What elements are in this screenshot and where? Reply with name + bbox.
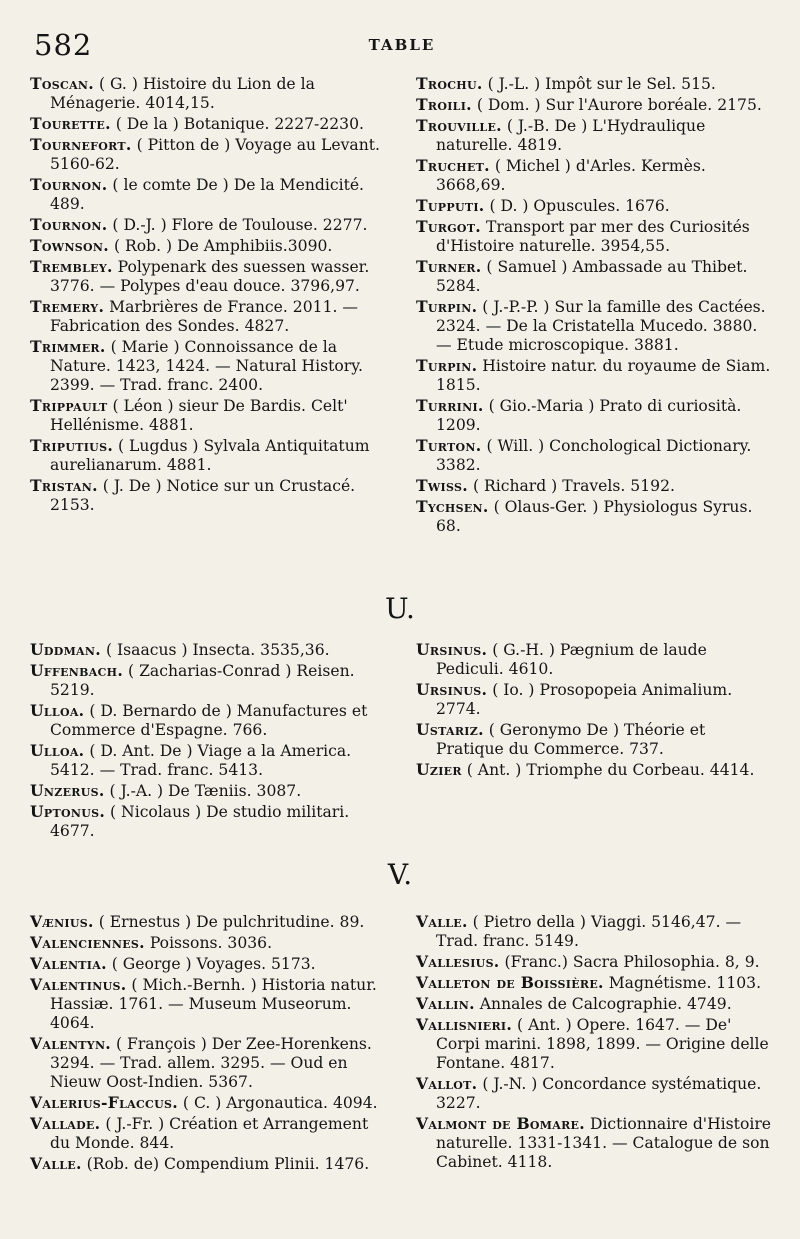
entry-text: Annales de Calcographie. 4749.	[474, 995, 732, 1013]
entry-author: Toscan.	[30, 74, 95, 93]
index-entry	[416, 497, 772, 536]
index-entry	[30, 1154, 386, 1174]
entry-author: Trouville.	[416, 116, 502, 135]
index-entry	[30, 337, 386, 395]
entry-text: ( D.-J. ) Flore de Toulouse. 2277.	[107, 216, 368, 234]
index-entry	[30, 1034, 386, 1092]
entry-author: Trochu.	[416, 74, 483, 93]
entry-author: Unzerus.	[30, 781, 105, 800]
entry-author: Valentinus.	[30, 975, 127, 994]
entry-text: ( J.-P.-P. ) Sur la famille des Cactées. 2324. — De la Cristatella Mucedo. 3880. — Etude microscopique. 3881.	[436, 298, 766, 354]
entry-author: Valle.	[416, 912, 468, 931]
entry-text: Histoire natur. du royaume de Siam. 1815.	[436, 357, 771, 394]
entry-text: ( D. ) Opuscules. 1676.	[484, 197, 670, 215]
entry-author: Tourette.	[30, 114, 111, 133]
index-entry	[30, 975, 386, 1033]
entry-text: ( D. Bernardo de ) Manufactures et Commerce d'Espagne. 766.	[50, 702, 368, 739]
index-entry	[30, 114, 386, 134]
entry-author: Valmont de Bomare.	[416, 1114, 585, 1133]
entry-text: ( Geronymo De ) Théorie et Pratique du Commerce. 737.	[436, 721, 706, 758]
entry-text: Poissons. 3036.	[144, 934, 273, 952]
page-header	[34, 28, 770, 68]
entry-text: Transport par mer des Curiosités d'Histoire naturelle. 3954,55.	[436, 218, 750, 255]
entry-author: Valentyn.	[30, 1034, 112, 1053]
entry-text: ( Richard ) Travels. 5192.	[467, 477, 675, 495]
entry-text: ( Nicolaus ) De studio militari. 4677.	[50, 803, 350, 840]
section-t-entries	[30, 74, 772, 537]
entry-text: ( Samuel ) Ambassade au Thibet. 5284.	[436, 258, 748, 295]
entry-author: Uddman.	[30, 640, 101, 659]
left-column	[30, 640, 386, 842]
running-title: TABLE	[368, 36, 436, 54]
entry-text: Polypenark des suessen wasser. 3776. — Polypes d'eau douce. 3796,97.	[50, 258, 370, 295]
entry-author: Tremery.	[30, 297, 105, 316]
entry-text: ( Pietro della ) Viaggi. 5146,47. — Trad. franc. 5149.	[436, 913, 742, 950]
index-entry	[416, 297, 772, 355]
entry-text: ( J.-L. ) Impôt sur le Sel. 515.	[482, 75, 716, 93]
page-number: 582	[34, 28, 93, 62]
section-u-entries	[30, 640, 772, 842]
entry-author: Vallot.	[416, 1074, 478, 1093]
entry-text: (Franc.) Sacra Philosophia. 8, 9.	[499, 953, 760, 971]
index-entry	[416, 116, 772, 155]
index-entry	[30, 701, 386, 740]
entry-text: Magnétisme. 1103.	[603, 974, 762, 992]
entry-author: Vallade.	[30, 1114, 101, 1133]
entry-author: Vallisnieri.	[416, 1015, 513, 1034]
entry-author: Turner.	[416, 257, 482, 276]
index-entry	[416, 476, 772, 496]
index-entry	[30, 1093, 386, 1113]
index-entry	[30, 135, 386, 174]
index-entry	[416, 1015, 772, 1073]
entry-author: Vallin.	[416, 994, 475, 1013]
entry-author: Tristan.	[30, 476, 98, 495]
index-entry	[30, 436, 386, 475]
entry-author: Turpin.	[416, 297, 478, 316]
left-column	[30, 912, 386, 1175]
index-entry	[30, 74, 386, 113]
entry-author: Valerius-Flaccus.	[30, 1093, 178, 1112]
section-v-entries	[30, 912, 772, 1175]
index-entry	[30, 741, 386, 780]
entry-author: Turgot.	[416, 217, 482, 236]
entry-text: ( Gio.-Maria ) Prato di curiosità. 1209.	[436, 397, 742, 434]
entry-author: Trippault	[30, 396, 108, 415]
entry-author: Ulloa.	[30, 741, 85, 760]
entry-text: ( Ant. ) Opere. 1647. — De' Corpi marini. 1898, 1899. — Origine delle Fontane. 4817.	[436, 1016, 769, 1072]
entry-author: Tournon.	[30, 215, 108, 234]
entry-text: ( George ) Voyages. 5173.	[106, 955, 316, 973]
entry-author: Turrini.	[416, 396, 484, 415]
index-entry	[30, 175, 386, 214]
index-entry	[30, 954, 386, 974]
entry-author: Tupputi.	[416, 196, 485, 215]
entry-text: ( De la ) Botanique. 2227-2230.	[110, 115, 364, 133]
entry-text: (Rob. de) Compendium Plinii. 1476.	[81, 1155, 370, 1173]
entry-text: ( J.-B. De ) L'Hydraulique naturelle. 4819.	[436, 117, 706, 154]
index-entry	[30, 1114, 386, 1153]
entry-author: Turpin.	[416, 356, 478, 375]
entry-author: Valle.	[30, 1154, 82, 1173]
index-entry	[30, 236, 386, 256]
entry-text: ( C. ) Argonautica. 4094.	[177, 1094, 378, 1112]
index-entry	[416, 217, 772, 256]
entry-text: ( Lugdus ) Sylvala Antiquitatum aurelianarum. 4881.	[50, 437, 370, 474]
entry-text: ( Dom. ) Sur l'Aurore boréale. 2175.	[471, 96, 762, 114]
entry-text: Marbrières de France. 2011. — Fabrication des Sondes. 4827.	[50, 298, 359, 335]
index-entry	[416, 356, 772, 395]
index-entry	[416, 196, 772, 216]
entry-author: Ursinus.	[416, 640, 488, 659]
entry-text: ( G.-H. ) Pægnium de laude Pediculi. 4610.	[436, 641, 707, 678]
index-entry	[416, 1074, 772, 1113]
entry-text: ( Io. ) Prosopopeia Animalium. 2774.	[436, 681, 733, 718]
index-entry	[30, 297, 386, 336]
entry-author: Uzier	[416, 760, 462, 779]
entry-text: ( Will. ) Conchological Dictionary. 3382.	[436, 437, 752, 474]
entry-author: Vænius.	[30, 912, 94, 931]
entry-author: Vallesius.	[416, 952, 500, 971]
entry-text: ( Ernestus ) De pulchritudine. 89.	[93, 913, 365, 931]
index-entry	[30, 802, 386, 841]
entry-text: ( J.-A. ) De Tæniis. 3087.	[104, 782, 302, 800]
index-entry	[416, 912, 772, 951]
index-entry	[416, 720, 772, 759]
index-entry	[30, 215, 386, 235]
index-entry	[30, 933, 386, 953]
entry-author: Tychsen.	[416, 497, 489, 516]
entry-text: Dictionnaire d'Histoire naturelle. 1331-1341. — Catalogue de son Cabinet. 4118.	[436, 1115, 771, 1171]
entry-text: ( D. Ant. De ) Viage a la America. 5412. — Trad. franc. 5413.	[50, 742, 352, 779]
entry-author: Turton.	[416, 436, 482, 455]
entry-author: Valenciennes.	[30, 933, 145, 952]
entry-author: Uptonus.	[30, 802, 106, 821]
entry-text: ( François ) Der Zee-Horenkens. 3294. — Trad. allem. 3295. — Oud en Nieuw Oost-Indien. 5367.	[50, 1035, 372, 1091]
entry-text: ( Marie ) Connoissance de la Nature. 1423, 1424. — Natural History. 2399. — Trad. franc. 2400.	[50, 338, 363, 394]
left-column	[30, 74, 386, 537]
index-entry	[30, 781, 386, 801]
entry-author: Tournon.	[30, 175, 108, 194]
entry-author: Valleton de Boissière.	[416, 973, 604, 992]
index-entry	[416, 436, 772, 475]
right-column	[416, 640, 772, 842]
entry-text: ( J.-N. ) Concordance systématique. 3227.	[436, 1075, 762, 1112]
index-entry	[30, 661, 386, 700]
entry-text: ( Rob. ) De Amphibiis.3090.	[109, 237, 333, 255]
index-entry	[30, 640, 386, 660]
entry-text: ( Mich.-Bernh. ) Historia natur. Hassiæ. 1761. — Museum Museorum. 4064.	[50, 976, 377, 1032]
entry-author: Valentia.	[30, 954, 107, 973]
entry-text: ( G. ) Histoire du Lion de la Ménagerie. 4014,15.	[50, 75, 315, 112]
right-column	[416, 74, 772, 537]
entry-text: ( Olaus-Ger. ) Physiologus Syrus. 68.	[436, 498, 753, 535]
entry-author: Tournefort.	[30, 135, 132, 154]
index-entry	[416, 973, 772, 993]
entry-text: ( Isaacus ) Insecta. 3535,36.	[100, 641, 330, 659]
index-entry	[416, 760, 772, 780]
index-entry	[416, 257, 772, 296]
index-entry	[416, 680, 772, 719]
entry-text: ( Michel ) d'Arles. Kermès. 3668,69.	[436, 157, 706, 194]
entry-text: ( J. De ) Notice sur un Crustacé. 2153.	[50, 477, 356, 514]
entry-text: ( Léon ) sieur De Bardis. Celt' Hellénisme. 4881.	[50, 397, 348, 434]
entry-author: Ustariz.	[416, 720, 484, 739]
section-heading-u: U.	[385, 592, 415, 625]
entry-author: Twiss.	[416, 476, 468, 495]
entry-author: Ulloa.	[30, 701, 85, 720]
entry-author: Trimmer.	[30, 337, 106, 356]
entry-author: Ursinus.	[416, 680, 488, 699]
entry-author: Trembley.	[30, 257, 113, 276]
index-entry	[416, 1114, 772, 1172]
entry-text: ( J.-Fr. ) Création et Arrangement du Monde. 844.	[50, 1115, 369, 1152]
entry-text: ( Ant. ) Triomphe du Corbeau. 4414.	[461, 761, 755, 779]
section-heading-v: V.	[387, 858, 413, 891]
entry-text: ( Pitton de ) Voyage au Levant. 5160-62.	[50, 136, 380, 173]
index-entry	[30, 476, 386, 515]
index-entry	[30, 396, 386, 435]
entry-author: Troili.	[416, 95, 472, 114]
index-entry	[30, 257, 386, 296]
entry-author: Triputius.	[30, 436, 114, 455]
entry-text: ( le comte De ) De la Mendicité. 489.	[50, 176, 365, 213]
index-entry	[416, 396, 772, 435]
index-entry	[30, 912, 386, 932]
entry-author: Uffenbach.	[30, 661, 124, 680]
entry-text: ( Zacharias-Conrad ) Reisen. 5219.	[50, 662, 355, 699]
entry-author: Townson.	[30, 236, 110, 255]
index-entry	[416, 994, 772, 1014]
index-entry	[416, 640, 772, 679]
index-entry	[416, 952, 772, 972]
index-entry	[416, 95, 772, 115]
right-column	[416, 912, 772, 1175]
index-entry	[416, 74, 772, 94]
entry-author: Truchet.	[416, 156, 490, 175]
index-entry	[416, 156, 772, 195]
